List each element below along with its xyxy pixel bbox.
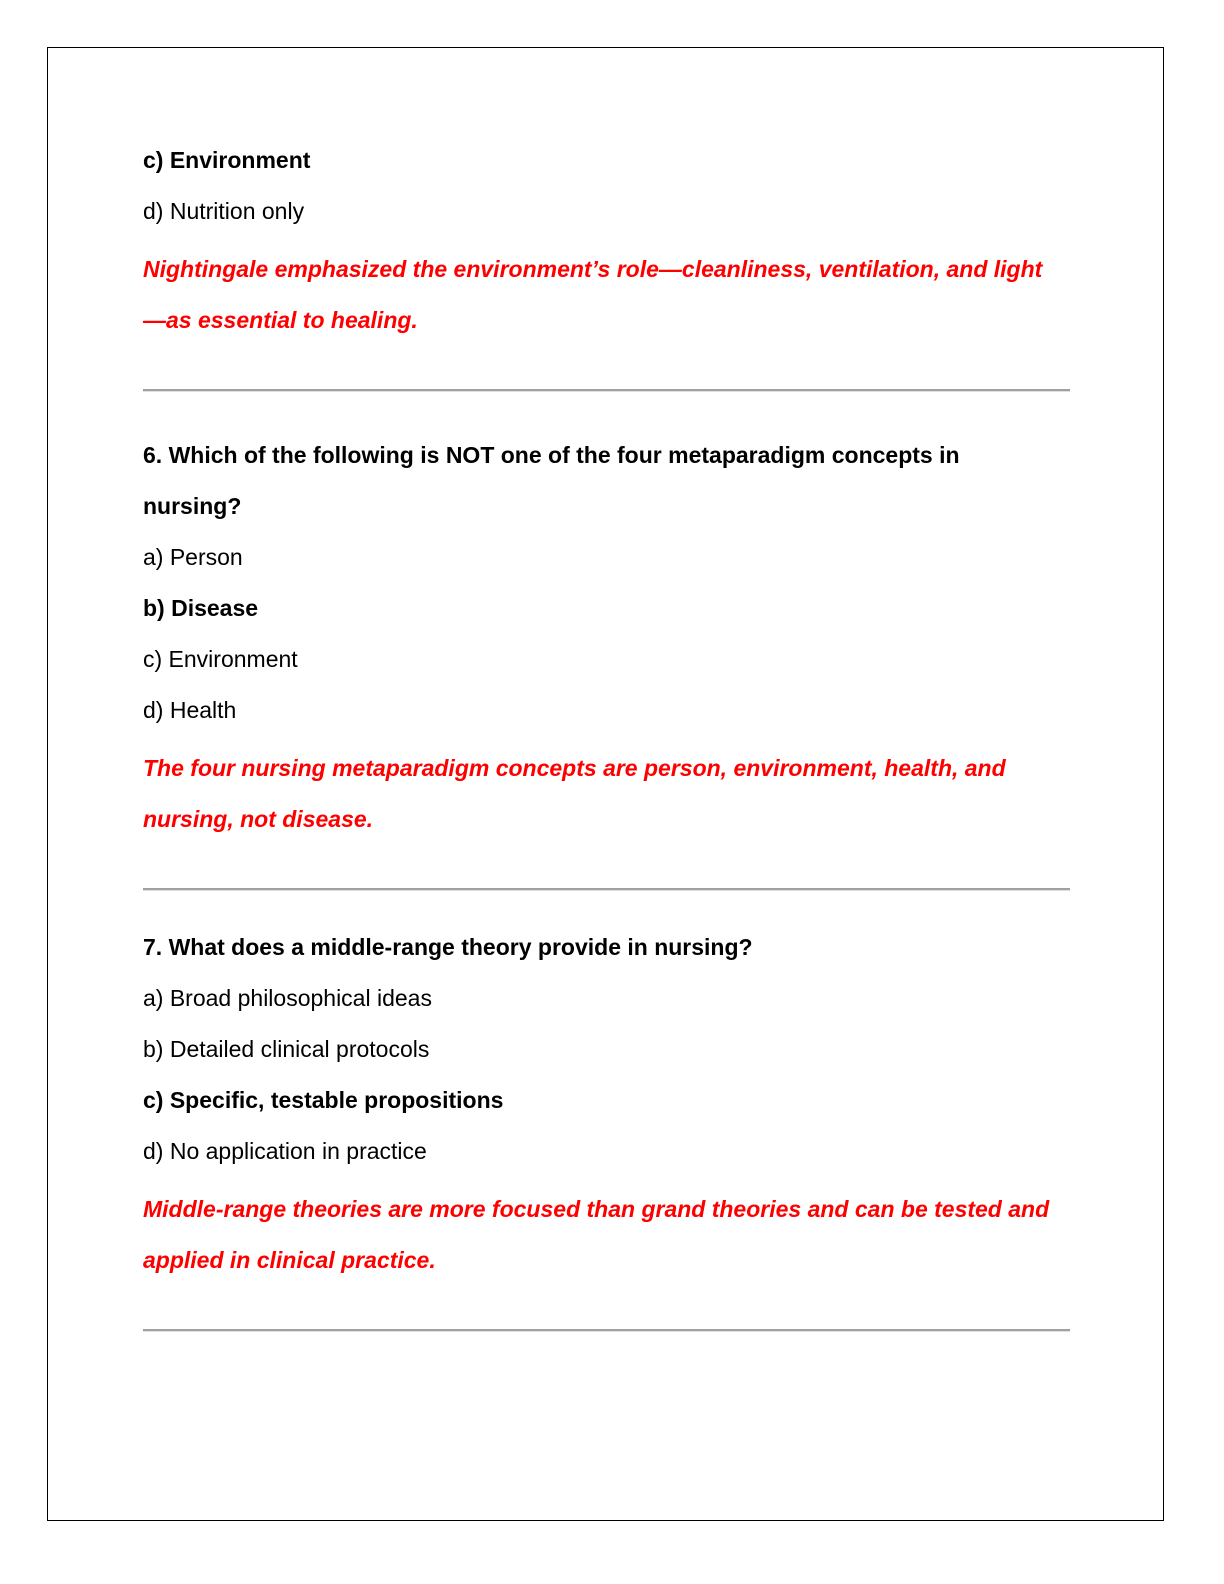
q6-question: 6. Which of the following is NOT one of the four metaparadigm concepts in nursing? [143, 442, 960, 519]
q5-option-c-correct: c) Environment [143, 147, 311, 173]
q7-explanation: Middle-range theories are more focused than grand theories and can be tested and applied in clinical practice. [143, 1196, 1050, 1273]
q7-option-b: b) Detailed clinical protocols [143, 1036, 430, 1062]
q7-option-d: d) No application in practice [143, 1138, 427, 1164]
q7-option-a: a) Broad philosophical ideas [143, 985, 432, 1011]
q7-question: 7. What does a middle-range theory provide in nursing? [143, 934, 753, 960]
q6-option-d: d) Health [143, 697, 237, 723]
q5-explanation: Nightingale emphasized the environment’s role—cleanliness, ventilation, and light—as essential to healing. [143, 256, 1043, 333]
separator-2 [143, 888, 1070, 891]
q7-option-c-correct: c) Specific, testable propositions [143, 1087, 504, 1113]
q6-option-c: c) Environment [143, 646, 298, 672]
q6-option-a: a) Person [143, 544, 243, 570]
q6-option-b-correct: b) Disease [143, 595, 259, 621]
q5-option-d: d) Nutrition only [143, 198, 305, 224]
document-content [143, 141, 1070, 1332]
separator-3 [143, 1329, 1070, 1332]
separator-1 [143, 389, 1070, 392]
q6-explanation: The four nursing metaparadigm concepts are person, environment, health, and nursing, not disease. [143, 755, 1006, 832]
